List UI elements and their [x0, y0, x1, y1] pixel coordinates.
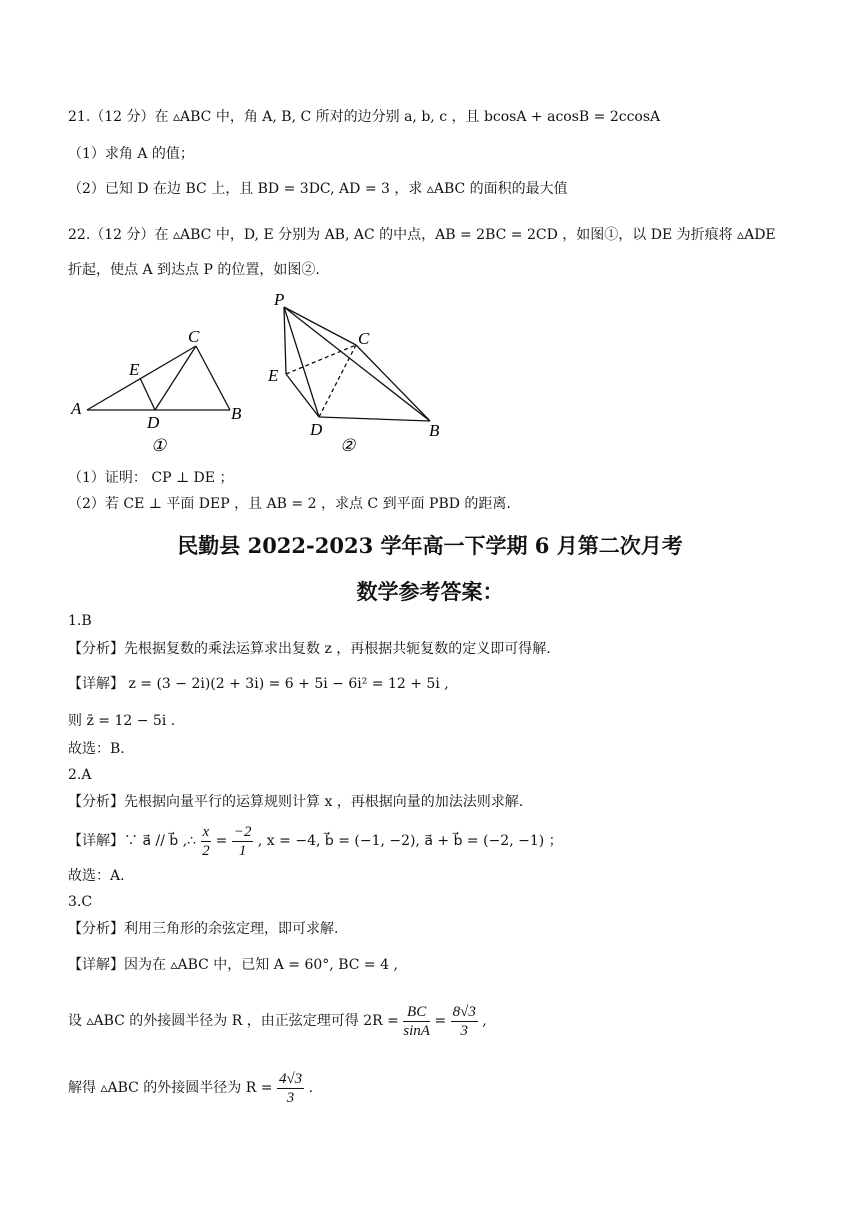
- a3-fraction-8root3: [451, 1003, 478, 1040]
- figure-2: [284, 307, 430, 421]
- a2-number: 2.A: [68, 767, 92, 783]
- a3-fraction-bc-sina: [403, 1003, 430, 1040]
- fig2-label-e: E: [268, 366, 279, 385]
- a3-line3: [68, 1065, 313, 1111]
- q22-stem: 22.（12 分）在 ▵ABC 中，D, E 分别为 AB, AC 的中点，AB = 2BC = 2CD ，如图①，以 DE 为折痕将 ▵ADE: [68, 227, 776, 243]
- fig2-label-c: C: [358, 329, 370, 348]
- fraction-denominator: 3: [286, 1089, 295, 1106]
- a3-analysis: 【分析】利用三角形的余弦定理，即可求解.: [68, 921, 339, 937]
- a2-fraction-neg2: [232, 823, 254, 860]
- a1-then: 则 z̄ = 12 − 5i .: [68, 713, 176, 729]
- a3-line2-pre: 设 ▵ABC 的外接圆半径为 R ，由正弦定理可得 2R =: [68, 1013, 399, 1029]
- q22-stem2: 折起，使点 A 到达点 P 的位置，如图②.: [68, 262, 320, 278]
- a3-line3-pre: 解得 ▵ABC 的外接圆半径为 R =: [68, 1080, 273, 1096]
- a2-analysis: 【分析】先根据向量平行的运算规则计算 x ，再根据向量的加法法则求解.: [68, 794, 524, 810]
- fig2-number: ②: [340, 436, 356, 455]
- fraction-denominator: 1: [238, 842, 247, 859]
- fraction-denominator: 3: [460, 1022, 468, 1039]
- a1-number: 1.B: [68, 613, 92, 629]
- fig1-number: ①: [151, 436, 167, 455]
- fig2-label-d: D: [310, 420, 323, 439]
- a1-choose: 故选：B.: [68, 741, 125, 757]
- q21-part2: （2）已知 D 在边 BC 上，且 BD = 3DC, AD = 3 ，求 ▵ABC 的面积的最大值: [68, 181, 568, 197]
- fraction-numerator: 4√3: [278, 1070, 303, 1087]
- fraction-denominator: sinA: [403, 1022, 430, 1039]
- fraction-numerator: 8√3: [452, 1003, 476, 1020]
- q22-part1: （1）证明： CP ⊥ DE ；: [68, 470, 234, 486]
- fig2-label-b: B: [429, 421, 440, 440]
- fig1-label-c: C: [188, 327, 200, 346]
- answer-title: 数学参考答案：: [356, 579, 504, 604]
- a2-detail-pre: 【详解】∵ a⃗ // b⃗ ,∴: [68, 833, 197, 849]
- fraction-denominator: 2: [202, 842, 210, 859]
- fig1-label-e: E: [129, 360, 140, 379]
- a2-detail-post: , x = −4, b⃗ = (−1, −2), a⃗ + b⃗ = (−2, −1) ；: [257, 833, 563, 849]
- fraction-numerator: x: [202, 823, 210, 840]
- q22-part2: （2）若 CE ⊥ 平面 DEP ，且 AB = 2 ，求点 C 到平面 PBD 的距离.: [68, 496, 511, 512]
- a1-analysis: 【分析】先根据复数的乘法运算求出复数 z ，再根据共轭复数的定义即可得解.: [68, 641, 551, 657]
- a1-detail: 【详解】 z = (3 − 2i)(2 + 3i) = 6 + 5i − 6i² = 12 + 5i ,: [68, 676, 449, 692]
- q21-part1: （1）求角 A 的值；: [68, 146, 194, 162]
- equals-sign: =: [215, 833, 228, 849]
- q22-figures: [65, 288, 465, 458]
- fig1-label-d: D: [147, 413, 160, 432]
- comma: ,: [482, 1013, 487, 1029]
- a2-choose: 故选：A.: [68, 868, 125, 884]
- a3-line2: [68, 998, 487, 1044]
- equals-sign: =: [434, 1013, 447, 1029]
- a3-detail: 【详解】因为在 ▵ABC 中，已知 A = 60°, BC = 4 ,: [68, 957, 398, 973]
- a2-detail: [68, 818, 563, 864]
- fig1-label-a: A: [71, 399, 82, 418]
- fraction-numerator: BC: [403, 1003, 430, 1022]
- fig2-label-p: P: [274, 290, 285, 309]
- a3-number: 3.C: [68, 894, 93, 910]
- period: .: [308, 1080, 314, 1096]
- a3-fraction-4root3: [277, 1070, 304, 1107]
- fraction-numerator: −2: [233, 823, 252, 840]
- figure-1: [87, 346, 230, 410]
- q21-stem: 21.（12 分）在 ▵ABC 中，角 A, B, C 所对的边分别 a, b, c ，且 bcosA + acosB = 2ccosA: [68, 109, 661, 125]
- fig1-label-b: B: [231, 404, 242, 423]
- exam-title: 民勤县 2022-2023 学年高一下学期 6 月第二次月考: [177, 533, 683, 558]
- a2-fraction-x: [201, 823, 212, 860]
